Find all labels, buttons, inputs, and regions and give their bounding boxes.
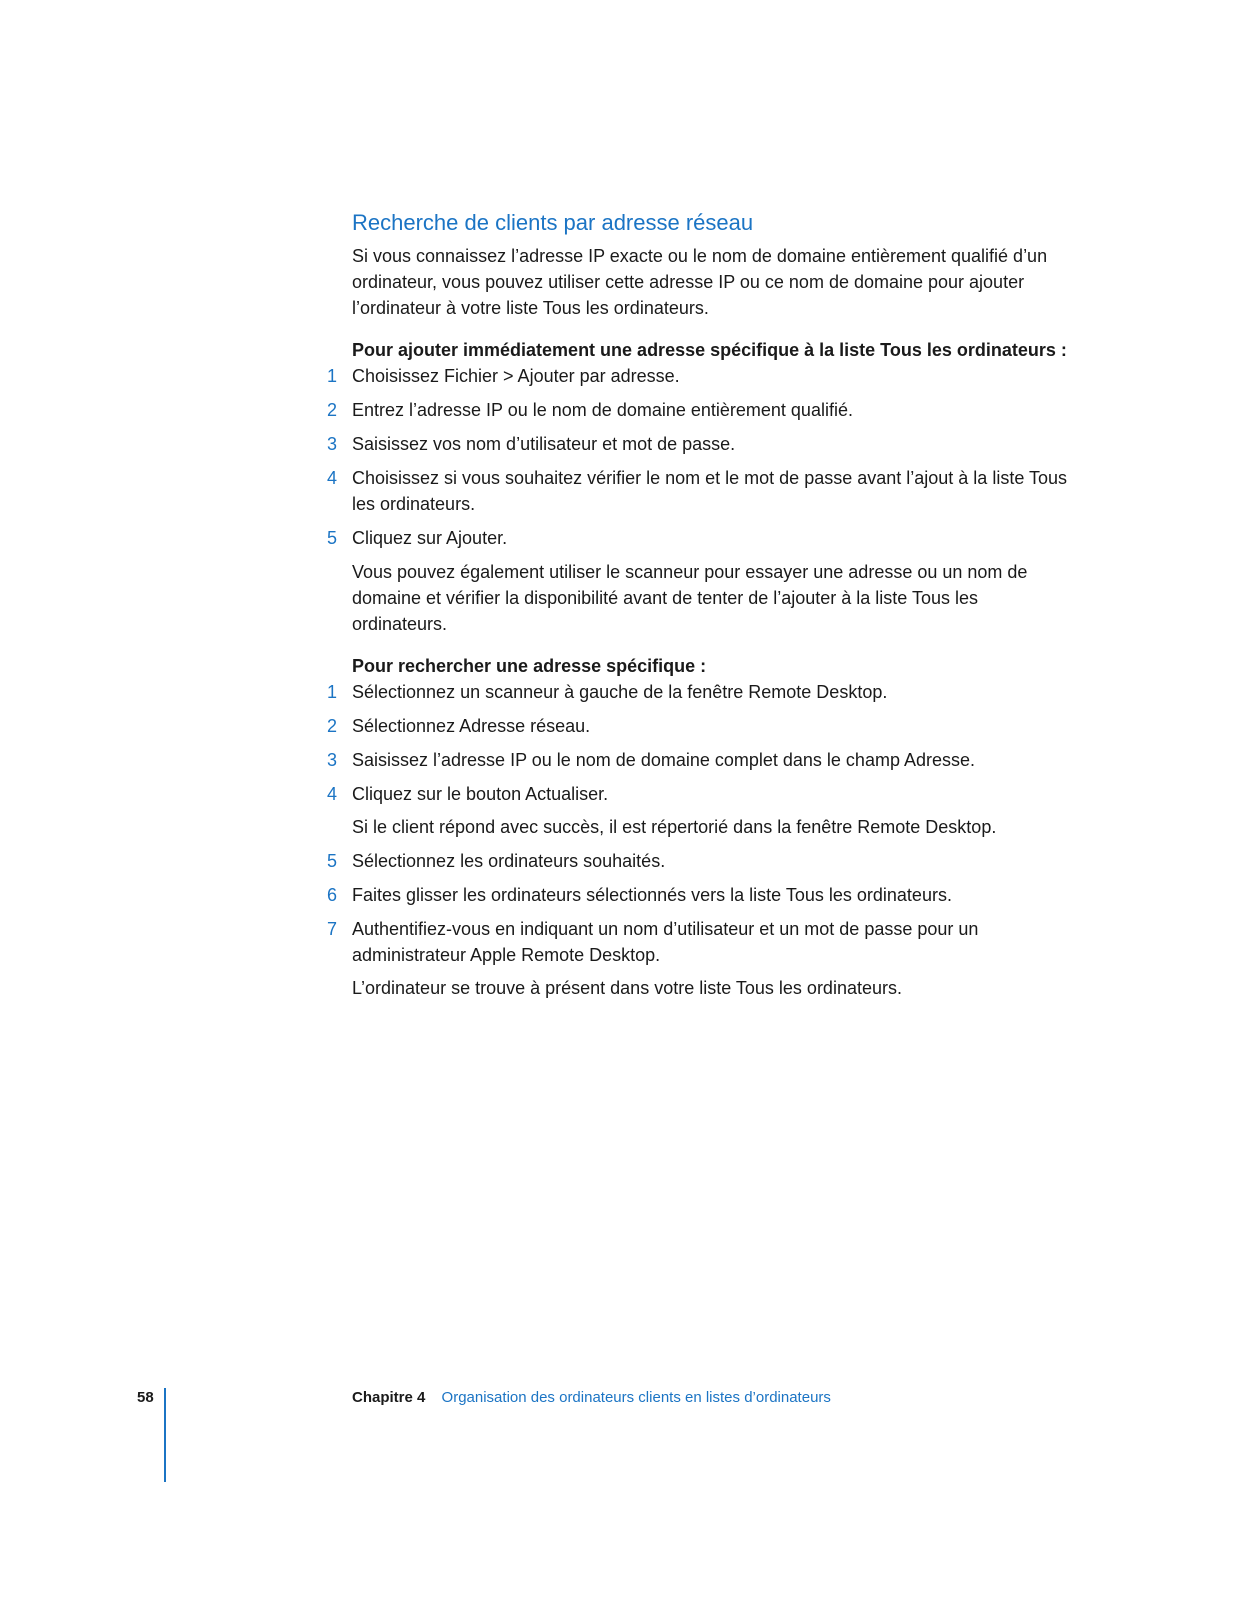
list-item <box>327 465 1072 517</box>
step-text: Cliquez sur le bouton Actualiser. <box>352 784 609 804</box>
step-text: Saisissez vos nom d’utilisateur et mot de passe. <box>352 434 736 454</box>
step-text: Authentifiez-vous en indiquant un nom d’utilisateur et un mot de passe pour un administrateur Apple Remote Desktop. <box>352 919 979 965</box>
step-note <box>352 975 1072 1001</box>
page-content <box>327 208 1072 1009</box>
step-text: Faites glisser les ordinateurs sélectionnés vers la liste Tous les ordinateurs. <box>352 885 952 905</box>
step-text: Si le client répond avec succès, il est répertorié dans la fenêtre Remote Desktop. <box>352 817 997 837</box>
intro-paragraph: Si vous connaissez l’adresse IP exacte ou le nom de domaine entièrement qualifié d’un ordinateur, vous pouvez utiliser cette adresse IP ou ce nom de domaine pour ajouter l’ordinateur à votre liste Tous les ordinateurs. <box>352 246 1048 318</box>
step-number: 5 <box>327 528 338 548</box>
step-number: 1 <box>327 366 338 386</box>
list-item <box>327 916 1072 968</box>
step-text: Sélectionnez les ordinateurs souhaités. <box>352 851 666 871</box>
footer-chapter <box>352 1389 831 1406</box>
step-number: 7 <box>327 919 338 939</box>
footer-divider <box>164 1388 166 1482</box>
step-list <box>327 363 1072 551</box>
middle-paragraph: Vous pouvez également utiliser le scanneur pour essayer une adresse ou un nom de domaine et vérifier la disponibilité avant de tenter de l’ajouter à la liste Tous les ordinateurs. <box>352 562 1028 634</box>
chapter-label: Chapitre 4 <box>352 1389 426 1406</box>
step-text: Entrez l’adresse IP ou le nom de domaine entièrement qualifié. <box>352 400 853 420</box>
list-item <box>327 431 1072 457</box>
step-text: Choisissez si vous souhaitez vérifier le nom et le mot de passe avant l’ajout à la liste Tous les ordinateurs. <box>352 468 1068 514</box>
step-text: Cliquez sur Ajouter. <box>352 528 508 548</box>
list-item <box>327 525 1072 551</box>
step-number: 3 <box>327 750 338 770</box>
procedure-title: Pour ajouter immédiatement une adresse spécifique à la liste Tous les ordinateurs : <box>352 340 1067 360</box>
chapter-title: Organisation des ordinateurs clients en listes d’ordinateurs <box>441 1389 831 1406</box>
step-text: Sélectionnez un scanneur à gauche de la fenêtre Remote Desktop. <box>352 682 888 702</box>
step-text: L’ordinateur se trouve à présent dans votre liste Tous les ordinateurs. <box>352 978 902 998</box>
step-number: 6 <box>327 885 338 905</box>
page-number: 58 <box>137 1389 154 1406</box>
list-item <box>327 747 1072 773</box>
step-number: 5 <box>327 851 338 871</box>
list-item <box>327 882 1072 908</box>
list-item <box>327 397 1072 423</box>
step-text: Sélectionnez Adresse réseau. <box>352 716 591 736</box>
step-list <box>327 679 1072 1001</box>
step-number: 3 <box>327 434 338 454</box>
step-text: Choisissez Fichier > Ajouter par adresse. <box>352 366 680 386</box>
list-item <box>327 781 1072 807</box>
step-number: 2 <box>327 400 338 420</box>
step-text: Saisissez l’adresse IP ou le nom de domaine complet dans le champ Adresse. <box>352 750 976 770</box>
list-item <box>327 848 1072 874</box>
step-number: 2 <box>327 716 338 736</box>
section-title: Recherche de clients par adresse réseau <box>352 210 754 235</box>
list-item <box>327 363 1072 389</box>
step-number: 4 <box>327 784 338 804</box>
list-item <box>327 679 1072 705</box>
step-number: 1 <box>327 682 338 702</box>
step-number: 4 <box>327 468 338 488</box>
list-item <box>327 713 1072 739</box>
procedure-title: Pour rechercher une adresse spécifique : <box>352 656 707 676</box>
step-note <box>352 814 1072 840</box>
